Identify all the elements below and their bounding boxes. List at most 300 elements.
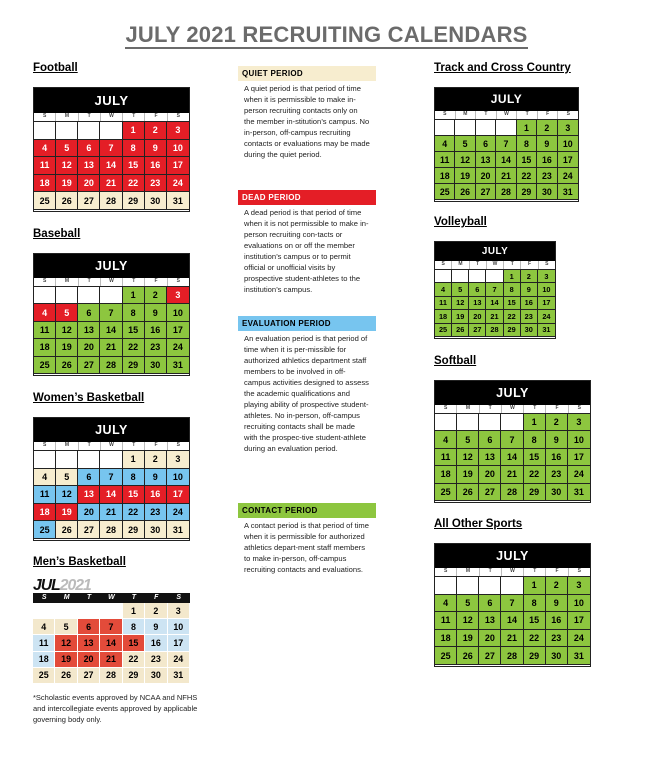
day-grid <box>33 603 190 684</box>
weekday-label: W <box>502 405 524 413</box>
weekday-label: M <box>56 113 78 121</box>
day-cell <box>455 120 475 136</box>
day-cell <box>486 270 503 283</box>
day-cell: 23 <box>145 175 167 193</box>
day-cell: 28 <box>100 357 122 374</box>
day-cell: 9 <box>537 136 557 152</box>
day-cell: 8 <box>123 469 145 487</box>
day-cell: 1 <box>123 451 145 469</box>
weekday-row <box>435 261 555 270</box>
day-cell: 8 <box>524 595 546 613</box>
day-cell: 10 <box>538 283 555 296</box>
day-cell: 26 <box>455 184 475 200</box>
day-cell: 26 <box>452 324 469 337</box>
day-cell: 27 <box>78 668 100 684</box>
day-cell: 14 <box>100 322 122 339</box>
dead-period-section <box>238 190 376 295</box>
day-cell: 27 <box>476 184 496 200</box>
weekday-label: S <box>566 111 570 117</box>
day-cell: 5 <box>457 431 479 448</box>
day-grid <box>34 122 189 210</box>
day-cell: 15 <box>123 635 145 651</box>
day-cell <box>501 577 523 595</box>
day-cell: 24 <box>568 630 590 648</box>
day-cell: 6 <box>78 619 100 635</box>
day-cell: 2 <box>521 270 538 283</box>
weekday-label: T <box>480 405 502 413</box>
day-cell: 31 <box>167 521 189 539</box>
day-cell: 18 <box>435 466 457 483</box>
day-cell: 31 <box>167 357 189 374</box>
day-cell: 9 <box>145 140 167 158</box>
day-cell: 22 <box>123 175 145 193</box>
day-cell: 25 <box>435 484 457 501</box>
day-cell: 23 <box>145 339 167 356</box>
evaluation-period-text: An evaluation period is that period of time when it is per-missible for authorized athletics department staff members to be involved in off-campus activities designed to assess the academic qualifications and playing ability of prospective student-athletes. No in-person, off-campus recruiting contacts shall be made with the prospec-tive student-athlete during an evaluation period. <box>244 334 369 453</box>
weekday-label: S <box>435 405 457 413</box>
day-cell: 17 <box>167 322 189 339</box>
weekday-label: S <box>34 442 56 450</box>
weekday-label: T <box>476 111 497 119</box>
day-cell: 9 <box>521 283 538 296</box>
day-cell: 29 <box>123 668 145 684</box>
day-cell: 9 <box>145 619 167 635</box>
day-cell: 24 <box>168 652 190 668</box>
day-cell: 20 <box>78 504 100 522</box>
weekday-label: W <box>101 113 123 121</box>
contact-period-text: A contact period is that period of time when it is permissible for authorized athletics depart-ment staff members to make in-person, off-campus recruiting contacts and evaluations. <box>244 521 369 574</box>
all-other-sports-label: All Other Sports <box>434 518 523 530</box>
day-cell: 21 <box>100 504 122 522</box>
softball-label: Softball <box>434 355 477 367</box>
day-cell: 17 <box>538 297 555 310</box>
day-cell: 20 <box>78 175 100 193</box>
day-cell: 4 <box>34 304 56 321</box>
day-cell: 11 <box>435 152 455 168</box>
day-cell: 15 <box>524 449 546 466</box>
day-cell: 3 <box>538 270 555 283</box>
contact-period-section <box>238 503 376 575</box>
day-cell: 1 <box>504 270 521 283</box>
day-cell: 6 <box>476 136 496 152</box>
weekday-label: M <box>63 594 70 601</box>
day-cell <box>476 120 496 136</box>
day-cell: 27 <box>78 192 100 210</box>
day-cell: 24 <box>538 310 555 323</box>
day-cell: 14 <box>100 157 122 175</box>
month-header: JULY <box>435 381 590 405</box>
day-cell: 15 <box>123 322 145 339</box>
day-cell: 12 <box>56 486 78 504</box>
day-cell: 15 <box>123 157 145 175</box>
day-cell: 17 <box>568 612 590 630</box>
day-cell <box>56 122 78 140</box>
day-cell <box>56 451 78 469</box>
day-cell: 23 <box>546 466 568 483</box>
day-cell: 2 <box>145 122 167 140</box>
day-cell: 1 <box>123 603 145 619</box>
day-cell <box>100 287 122 304</box>
weekday-label: T <box>131 594 137 601</box>
day-cell: 4 <box>33 619 55 635</box>
all-other-sports-calendar <box>434 543 591 667</box>
day-cell <box>56 287 78 304</box>
weekday-label: W <box>101 442 123 450</box>
weekday-label: S <box>577 405 581 411</box>
quiet-period-title: QUIET PERIOD <box>238 66 376 81</box>
weekday-row <box>435 111 578 120</box>
volleyball-label: Volleyball <box>434 216 487 228</box>
day-cell: 23 <box>521 310 538 323</box>
day-grid <box>435 270 555 337</box>
day-cell: 26 <box>56 192 78 210</box>
day-cell: 10 <box>167 469 189 487</box>
day-cell: 6 <box>78 304 100 321</box>
day-cell: 29 <box>524 647 546 665</box>
weekday-label: F <box>546 405 568 413</box>
weekday-label: F <box>145 442 167 450</box>
weekday-label: S <box>435 111 456 119</box>
day-cell <box>457 577 479 595</box>
day-cell: 21 <box>501 466 523 483</box>
day-cell <box>501 414 523 431</box>
day-cell: 22 <box>524 630 546 648</box>
day-cell: 13 <box>78 157 100 175</box>
day-cell: 16 <box>145 635 167 651</box>
weekday-label: M <box>452 261 469 269</box>
day-cell: 8 <box>123 619 145 635</box>
day-cell: 18 <box>34 175 56 193</box>
volleyball-calendar <box>434 241 556 339</box>
footnote: *Scholastic events approved by NCAA and NFHS and intercollegiate events approved by applicable governing body only. <box>33 693 198 724</box>
day-cell: 24 <box>558 168 578 184</box>
day-cell: 23 <box>145 652 167 668</box>
day-cell: 12 <box>55 635 77 651</box>
weekday-row <box>34 113 189 122</box>
day-cell <box>34 287 56 304</box>
month-header: JULY <box>435 88 578 111</box>
track-calendar <box>434 87 579 202</box>
weekday-label: S <box>176 594 182 601</box>
day-cell <box>78 122 100 140</box>
weekday-label: S <box>34 113 56 121</box>
day-cell: 3 <box>167 122 189 140</box>
day-cell: 20 <box>469 310 486 323</box>
mens-basketball-calendar <box>33 578 190 684</box>
day-cell <box>34 451 56 469</box>
weekday-label: F <box>546 568 568 576</box>
weekday-label: M <box>56 442 78 450</box>
day-cell: 5 <box>455 136 475 152</box>
day-cell: 22 <box>123 339 145 356</box>
day-cell: 25 <box>34 357 56 374</box>
day-cell: 26 <box>56 357 78 374</box>
day-cell: 28 <box>486 324 503 337</box>
day-cell: 10 <box>568 431 590 448</box>
day-cell: 12 <box>452 297 469 310</box>
day-cell: 9 <box>145 469 167 487</box>
day-cell: 27 <box>479 647 501 665</box>
weekday-label: F <box>145 113 167 121</box>
day-cell: 3 <box>568 414 590 431</box>
day-cell: 13 <box>78 635 100 651</box>
weekday-label: M <box>56 278 78 286</box>
weekday-label: T <box>79 278 101 286</box>
year-label: 2021 <box>59 577 91 594</box>
day-cell: 18 <box>435 168 455 184</box>
day-cell: 6 <box>469 283 486 296</box>
day-cell: 31 <box>558 184 578 200</box>
day-cell: 10 <box>568 595 590 613</box>
day-cell <box>100 122 122 140</box>
day-cell: 20 <box>479 466 501 483</box>
weekday-label: S <box>34 278 56 286</box>
day-cell <box>100 451 122 469</box>
day-cell <box>100 603 122 619</box>
day-cell: 29 <box>517 184 537 200</box>
day-cell: 19 <box>56 504 78 522</box>
day-grid <box>435 414 590 501</box>
day-cell: 30 <box>521 324 538 337</box>
weekday-label: T <box>480 568 502 576</box>
day-cell: 31 <box>568 647 590 665</box>
day-cell: 30 <box>145 357 167 374</box>
day-cell: 22 <box>524 466 546 483</box>
day-cell: 6 <box>479 595 501 613</box>
day-cell: 5 <box>56 140 78 158</box>
day-cell: 14 <box>501 612 523 630</box>
day-cell: 20 <box>78 339 100 356</box>
day-cell: 16 <box>521 297 538 310</box>
day-cell: 30 <box>145 192 167 210</box>
day-cell <box>479 414 501 431</box>
day-cell <box>496 120 516 136</box>
day-cell: 2 <box>145 451 167 469</box>
month-header: JULY <box>435 242 555 261</box>
day-cell: 2 <box>145 287 167 304</box>
day-cell: 17 <box>167 157 189 175</box>
month-header <box>33 578 190 593</box>
day-cell: 25 <box>33 668 55 684</box>
weekday-label: T <box>123 442 145 450</box>
day-cell: 29 <box>123 521 145 539</box>
day-cell: 10 <box>168 619 190 635</box>
month-header: JULY <box>34 254 189 278</box>
weekday-label: W <box>487 261 504 269</box>
day-cell: 30 <box>546 647 568 665</box>
day-cell: 21 <box>100 652 122 668</box>
day-cell: 17 <box>558 152 578 168</box>
day-cell: 21 <box>100 175 122 193</box>
weekday-label: T <box>470 261 487 269</box>
day-cell: 2 <box>546 414 568 431</box>
day-cell: 7 <box>100 469 122 487</box>
month-header: JULY <box>435 544 590 568</box>
weekday-row <box>33 593 190 603</box>
weekday-label: T <box>79 113 101 121</box>
day-cell: 7 <box>100 140 122 158</box>
weekday-label: T <box>86 594 92 601</box>
day-cell: 8 <box>504 283 521 296</box>
day-cell: 5 <box>457 595 479 613</box>
day-cell <box>435 577 457 595</box>
weekday-label: F <box>538 111 559 119</box>
day-cell: 16 <box>537 152 557 168</box>
day-cell: 19 <box>56 175 78 193</box>
day-cell: 27 <box>479 484 501 501</box>
weekday-label: S <box>435 261 452 269</box>
day-cell: 22 <box>517 168 537 184</box>
day-cell: 9 <box>145 304 167 321</box>
day-cell <box>435 270 452 283</box>
day-cell: 7 <box>501 431 523 448</box>
day-cell: 13 <box>78 322 100 339</box>
mens-basketball-label: Men’s Basketball <box>33 556 126 568</box>
day-cell: 7 <box>496 136 516 152</box>
weekday-label: M <box>456 111 477 119</box>
dead-period-title: DEAD PERIOD <box>238 190 376 205</box>
day-cell <box>452 270 469 283</box>
football-calendar <box>33 87 190 212</box>
day-cell: 4 <box>435 136 455 152</box>
day-cell: 18 <box>435 630 457 648</box>
day-cell: 22 <box>504 310 521 323</box>
day-cell: 10 <box>167 304 189 321</box>
weekday-row <box>34 278 189 287</box>
day-cell: 24 <box>167 175 189 193</box>
day-cell: 28 <box>100 521 122 539</box>
weekday-label: T <box>123 278 145 286</box>
day-cell <box>55 603 77 619</box>
evaluation-period-title: EVALUATION PERIOD <box>238 316 376 331</box>
day-cell: 20 <box>476 168 496 184</box>
weekday-label: T <box>524 568 546 576</box>
day-cell: 18 <box>435 310 452 323</box>
day-cell: 23 <box>537 168 557 184</box>
day-cell: 19 <box>56 339 78 356</box>
day-grid <box>435 577 590 665</box>
womens-basketball-calendar <box>33 417 190 541</box>
weekday-label: W <box>108 594 115 601</box>
day-cell: 28 <box>100 192 122 210</box>
day-cell: 31 <box>167 192 189 210</box>
day-cell: 28 <box>100 668 122 684</box>
day-cell: 8 <box>123 304 145 321</box>
day-cell: 5 <box>56 469 78 487</box>
day-cell: 3 <box>568 577 590 595</box>
dead-period-text: A dead period is that period of time when it is not permissible to make in-person recruiting con-tacts or evaluations on or off the member institution’s campus or to permit official or unofficial visits by prospective student-athletes to the institution’s campus. <box>244 208 369 294</box>
day-cell: 6 <box>78 469 100 487</box>
day-cell <box>78 287 100 304</box>
day-cell: 4 <box>435 431 457 448</box>
day-cell: 6 <box>78 140 100 158</box>
weekday-label: M <box>457 568 479 576</box>
day-cell: 8 <box>524 431 546 448</box>
track-label: Track and Cross Country <box>434 62 571 74</box>
day-cell: 30 <box>145 521 167 539</box>
day-cell: 14 <box>496 152 516 168</box>
day-cell: 2 <box>145 603 167 619</box>
quiet-period-section <box>238 66 376 160</box>
day-cell <box>435 120 455 136</box>
day-cell: 11 <box>34 157 56 175</box>
day-cell: 11 <box>435 612 457 630</box>
weekday-label: F <box>145 278 167 286</box>
weekday-label: F <box>154 594 159 601</box>
day-cell: 27 <box>78 357 100 374</box>
day-cell: 11 <box>435 297 452 310</box>
day-cell: 4 <box>34 140 56 158</box>
weekday-label: T <box>79 442 101 450</box>
weekday-label: S <box>41 594 47 601</box>
day-cell: 26 <box>457 647 479 665</box>
day-cell: 2 <box>537 120 557 136</box>
day-cell: 19 <box>457 466 479 483</box>
day-cell: 29 <box>123 357 145 374</box>
day-cell: 17 <box>168 635 190 651</box>
day-cell: 23 <box>546 630 568 648</box>
day-cell: 3 <box>167 451 189 469</box>
day-cell: 11 <box>33 635 55 651</box>
day-cell: 3 <box>558 120 578 136</box>
day-cell: 12 <box>457 449 479 466</box>
day-cell: 19 <box>455 168 475 184</box>
contact-period-title: CONTACT PERIOD <box>238 503 376 518</box>
weekday-label: S <box>176 278 180 284</box>
day-cell: 9 <box>546 431 568 448</box>
day-cell: 25 <box>34 192 56 210</box>
day-cell: 8 <box>123 140 145 158</box>
day-cell: 28 <box>501 647 523 665</box>
day-cell: 30 <box>546 484 568 501</box>
day-cell: 19 <box>55 652 77 668</box>
day-cell: 30 <box>145 668 167 684</box>
day-cell: 29 <box>123 192 145 210</box>
weekday-label: F <box>521 261 538 269</box>
day-cell: 31 <box>168 668 190 684</box>
weekday-label: S <box>435 568 457 576</box>
day-cell: 9 <box>546 595 568 613</box>
day-cell: 13 <box>469 297 486 310</box>
day-cell: 1 <box>517 120 537 136</box>
day-cell: 19 <box>457 630 479 648</box>
day-cell: 24 <box>568 466 590 483</box>
day-cell: 12 <box>56 157 78 175</box>
weekday-label: W <box>502 568 524 576</box>
day-cell: 1 <box>123 287 145 304</box>
day-cell: 21 <box>501 630 523 648</box>
weekday-label: S <box>176 113 180 119</box>
day-cell: 16 <box>145 322 167 339</box>
day-cell: 11 <box>435 449 457 466</box>
day-cell: 14 <box>100 486 122 504</box>
day-cell: 6 <box>479 431 501 448</box>
day-cell: 10 <box>558 136 578 152</box>
weekday-row <box>34 442 189 451</box>
day-cell <box>469 270 486 283</box>
day-cell: 28 <box>501 484 523 501</box>
baseball-label: Baseball <box>33 228 81 240</box>
day-cell: 25 <box>34 521 56 539</box>
day-cell: 19 <box>452 310 469 323</box>
day-cell: 15 <box>517 152 537 168</box>
baseball-calendar <box>33 253 190 376</box>
day-cell: 14 <box>100 635 122 651</box>
day-cell: 2 <box>546 577 568 595</box>
womens-basketball-label: Women’s Basketball <box>33 392 145 404</box>
day-cell: 15 <box>524 612 546 630</box>
day-cell: 25 <box>435 184 455 200</box>
